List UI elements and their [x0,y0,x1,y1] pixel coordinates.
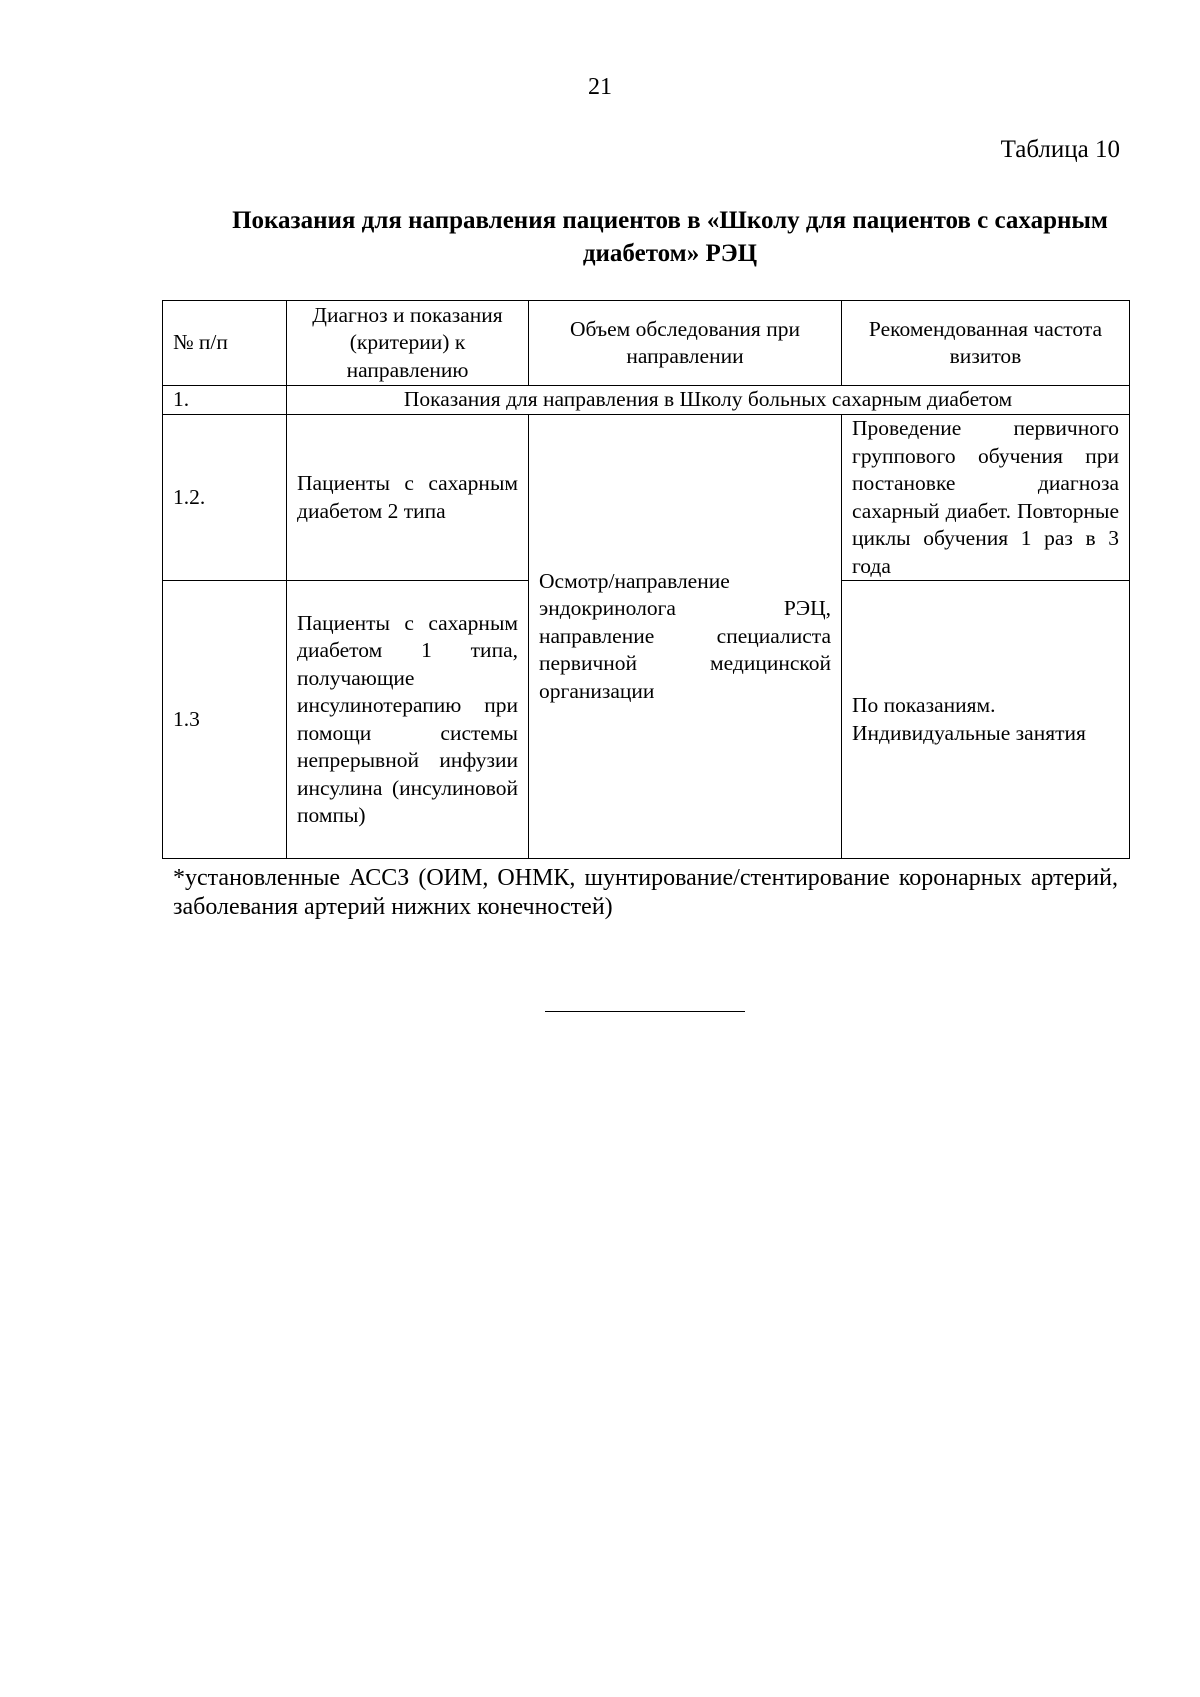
indications-table [162,300,1130,859]
end-rule [545,1011,745,1012]
footnote: *установленные АССЗ (ОИМ, ОНМК, шунтирование/стентирование коронарных артерий, заболевания артерий нижних конечностей) [173,865,1118,920]
section-title: Показания для направления в Школу больных сахарным диабетом [287,386,1130,415]
document-title: Показания для направления пациентов в «Школу для пациентов с сахарным диабетом» РЭЦ [232,207,1108,267]
table-row [163,415,1130,581]
header-frequency: Рекомендованная частота визитов [842,301,1130,386]
page-number: 21 [588,74,612,100]
header-num: № п/п [163,301,287,386]
row-diagnosis: Пациенты с сахарным диабетом 2 типа [287,415,529,581]
row-num: 1.2. [163,415,287,581]
header-diagnosis: Диагноз и показания (критерии) к направлению [287,301,529,386]
row-examination-shared: Осмотр/направление эндокринолога РЭЦ, направление специалиста первичной медицинской организации [529,415,842,859]
section-num: 1. [163,386,287,415]
table-header-row [163,301,1130,386]
row-num: 1.3 [163,581,287,859]
row-frequency: По показаниям. Индивидуальные занятия [842,581,1130,859]
row-frequency: Проведение первичного группового обучения при постановке диагноза сахарный диабет. Повторные циклы обучения 1 раз в 3 года [842,415,1130,581]
table-label: Таблица 10 [1000,136,1120,163]
section-row [163,386,1130,415]
header-examination: Объем обследования при направлении [529,301,842,386]
row-diagnosis: Пациенты с сахарным диабетом 1 типа, получающие инсулинотерапию при помощи системы непрерывной инфузии инсулина (инсулиновой помпы) [287,581,529,859]
